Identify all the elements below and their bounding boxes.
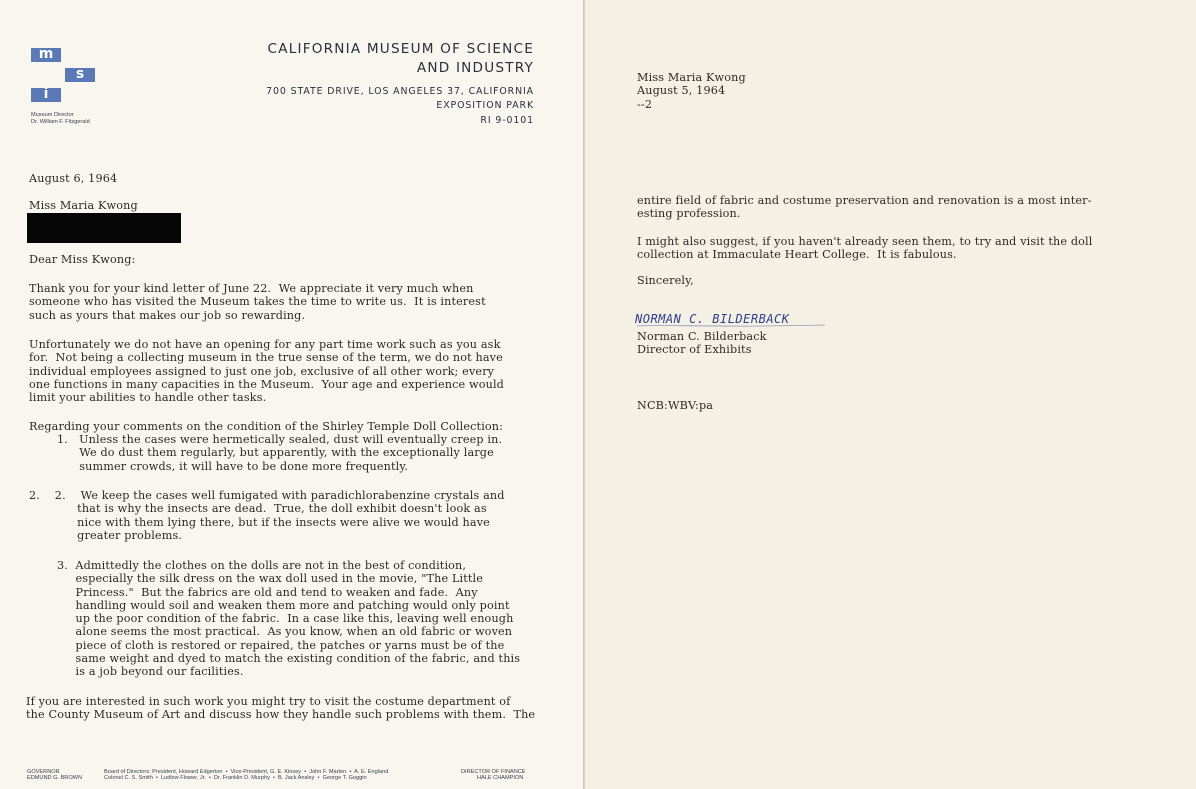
text-line: one functions in many capacities in the Museum. Your age and experience would [29,377,504,391]
text-line: such as yours that makes our job so rewarding. [29,308,306,322]
signature-block [637,330,767,357]
page2-date: August 5, 1964 [637,84,726,98]
text-line: up the poor condition of the fabric. In a case like this, leaving well enough [57,612,514,626]
museum-address: 700 STATE DRIVE, LOS ANGELES 37, CALIFORNIA [266,86,534,97]
text-line: someone who has visited the Museum takes the time to write us. It is interest [29,295,486,309]
salutation: Dear Miss Kwong: [29,253,136,266]
text-line: 1. Unless the cases were hermetically sealed, dust will eventually creep in. [57,433,503,446]
closing: Sincerely, [637,274,694,287]
body-paragraph-4 [26,695,535,722]
signer-name: Norman C. Bilderback [637,330,767,343]
redacted-address [27,213,181,243]
text-line: that is why the insects are dead. True, the doll exhibit doesn't look as [29,502,487,516]
text-line: summer crowds, it will have to be done more frequently. [57,459,409,473]
museum-name-line2: AND INDUSTRY [416,60,534,76]
body-paragraph-1 [29,282,486,322]
list-item-1 [57,433,502,473]
page2-paragraph-1 [637,194,1092,221]
text-line: esting profession. [637,207,741,221]
footer-finance-name: HALE CHAMPION [477,775,524,781]
body-paragraph-3: Regarding your comments on the condition of the Shirley Temple Doll Collection: [29,420,504,433]
text-line: is a job beyond our facilities. [57,665,244,679]
text-line: collection at Immaculate Heart College. It is fabulous. [637,248,957,262]
page2-recipient: Miss Maria Kwong [637,71,746,84]
text-line: 3. Admittedly the clothes on the dolls are not in the best of condition, [57,559,467,572]
text-line: especially the silk dress on the wax doll used in the movie, "The Little [57,572,484,586]
text-line: Unfortunately we do not have an opening for any part time work such as you ask [29,338,501,351]
museum-director-title: Museum Director [31,112,74,118]
text-line: Thank you for your kind letter of June 22. We appreciate it very much when [29,282,474,295]
logo-letter-m: m [38,46,54,62]
footer-governor-name: EDMUND G. BROWN [27,775,83,781]
logo-letter-s: s [75,66,85,82]
body-paragraph-2 [29,338,504,404]
text-line: We do dust them regularly, but apparently, with the exceptionally large [57,446,494,460]
museum-location: EXPOSITION PARK [436,100,534,111]
text-line: for. Not being a collecting museum in the true sense of the term, we do not have [29,351,503,365]
footer-governor-title: GOVERNOR [27,769,60,775]
recipient-name: Miss Maria Kwong [29,199,138,212]
text-line: alone seems the most practical. As you know, when an old fabric or woven [57,625,513,639]
page2-paragraph-2 [637,235,1093,262]
text-line: nice with them lying there, but if the insects were alive we would have [29,515,490,529]
text-line: same weight and dyed to match the existing condition of the fabric, and this [57,652,521,666]
museum-director-name: Dr. William F. Fitzgerald [31,119,90,125]
text-line: the County Museum of Art and discuss how they handle such problems with them. The [26,708,536,722]
page2-page-number: --2 [637,97,653,111]
text-line: 2. 2. We keep the cases well fumigated with paradichlorabenzine crystals and [29,489,505,502]
footer-board-line2: Colonel C. S. Smith • Ludlow Flower, Jr. • Dr. Franklin D. Murphy • B. Jack Ansley • George T. Goggin [104,775,367,781]
text-line: greater problems. [29,528,183,542]
letter-page-2 [585,0,1196,789]
list-item-3 [57,559,520,679]
museum-name-line1: CALIFORNIA MUSEUM OF SCIENCE [267,41,534,57]
text-line: If you are interested in such work you might try to visit the costume department of [26,695,511,708]
museum-logo [31,48,95,104]
page2-header [637,71,746,111]
handwritten-signature [635,310,835,332]
text-line: limit your abilities to handle other tasks. [29,391,267,405]
letter-date: August 6, 1964 [29,172,118,185]
list-item-2 [29,489,505,542]
letter-page-1 [0,0,584,789]
text-line: entire field of fabric and costume preservation and renovation is a most inter- [637,194,1092,207]
signature-text: NORMAN C. BILDERBACK [635,312,790,326]
text-line: handling would soil and weaken them more and patching would only point [57,598,510,612]
text-line: Princess." But the fabrics are old and tend to weaken and fade. Any [57,585,478,599]
museum-phone: RI 9-0101 [480,115,534,126]
footer-board-line1: Board of Directors: President, Howard Edgerton • Vice-President, G. E. Kinsey • John F. Marten • A. E. England [104,769,389,775]
footer-finance-title: DIRECTOR OF FINANCE [461,769,526,775]
text-line: I might also suggest, if you haven't already seen them, to try and visit the doll [637,235,1093,248]
logo-letter-i: i [43,86,49,102]
reference-initials: NCB:WBV:pa [637,399,714,412]
text-line: individual employees assigned to just one job, exclusive of all other work; every [29,364,495,378]
signer-title: Director of Exhibits [637,343,752,357]
text-line: piece of cloth is restored or repaired, the patches or yarns must be of the [57,638,505,652]
